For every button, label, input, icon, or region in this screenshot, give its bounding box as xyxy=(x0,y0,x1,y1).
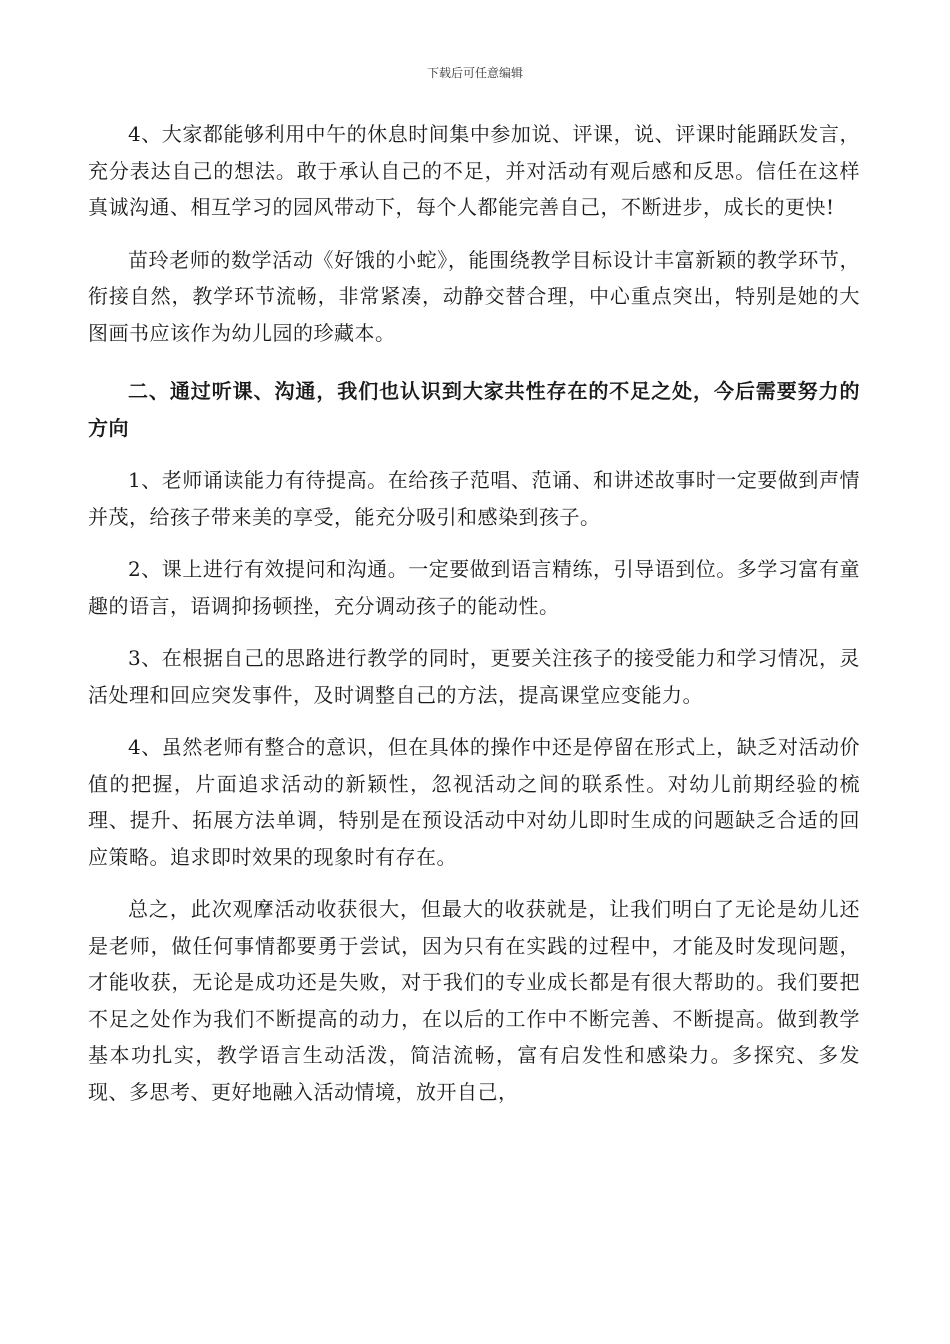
paragraph-4-participation: 4、大家都能够利用中午的休息时间集中参加说、评课，说、评课时能踊跃发言，充分表达自己的想法。敢于承认自己的不足，并对活动有观后感和反思。信任在这样真诚沟通、相互学习的园风带动下，每个人都能完善自己，不断进步，成长的更快! xyxy=(88,122,860,219)
paragraph-point-3: 3、在根据自己的思路进行教学的同时，更要关注孩子的接受能力和学习情况，灵活处理和回应突发事件，及时调整自己的方法，提高课堂应变能力。 xyxy=(88,646,860,707)
page-header: 下载后可任意编辑 xyxy=(426,66,523,80)
paragraph-point-2: 2、课上进行有效提问和沟通。一定要做到语言精练，引导语到位。多学习富有童趣的语言，语调抑扬顿挫，充分调动孩子的能动性。 xyxy=(88,557,860,618)
paragraph-point-1: 1、老师诵读能力有待提高。在给孩子范唱、范诵、和讲述故事时一定要做到声情并茂，给孩子带来美的享受，能充分吸引和感染到孩子。 xyxy=(88,468,860,529)
section-heading-2: 二、通过听课、沟通，我们也认识到大家共性存在的不足之处，今后需要努力的方向 xyxy=(88,379,860,440)
paragraph-summary: 总之，此次观摩活动收获很大，但最大的收获就是，让我们明白了无论是幼儿还是老师，做任何事情都要勇于尝试，因为只有在实践的过程中，才能及时发现问题，才能收获，无论是成功还是失败，对于我们的专业成长都是有很大帮助的。我们要把不足之处作为我们不断提高的动力，在以后的工作中不断完善、不断提高。做到教学基本功扎实，教学语言生动活泼，简洁流畅，富有启发性和感染力。多探究、多发现、多思考、更好地融入活动情境，放开自己， xyxy=(88,897,860,1104)
paragraph-math-activity: 苗玲老师的数学活动《好饿的小蛇》，能围绕教学目标设计丰富新颖的教学环节，衔接自然，教学环节流畅，非常紧凑，动静交替合理，中心重点突出，特别是她的大图画书应该作为幼儿园的珍藏本。 xyxy=(88,247,860,345)
document-body xyxy=(88,116,860,1110)
paragraph-point-4: 4、虽然老师有整合的意识，但在具体的操作中还是停留在形式上，缺乏对活动价值的把握，片面追求活动的新颖性，忽视活动之间的联系性。对幼儿前期经验的梳理、提升、拓展方法单调，特别是在预设活动中对幼儿即时生成的问题缺乏合适的回应策略。追求即时效果的现象时有存在。 xyxy=(88,735,860,869)
